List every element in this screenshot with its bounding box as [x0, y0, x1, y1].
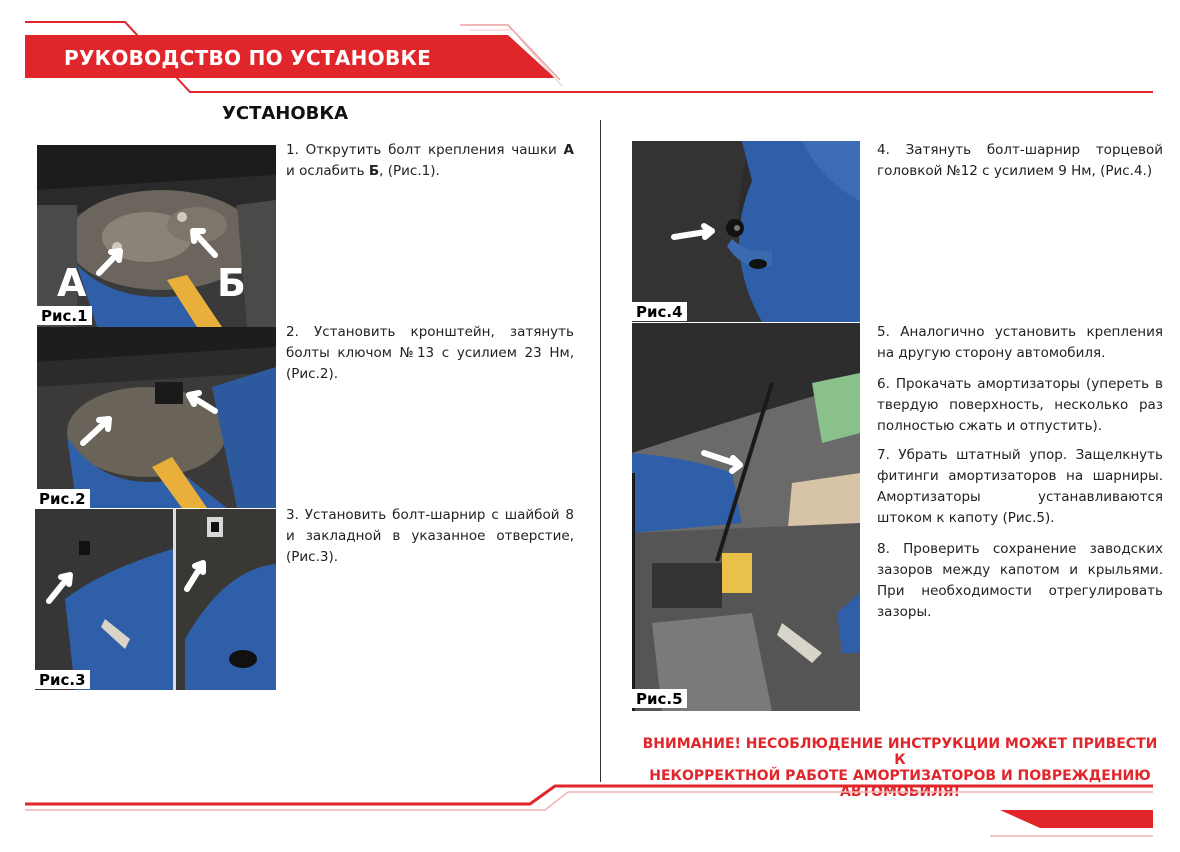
figure-5-photo: [632, 323, 860, 711]
figure-4-photo: [632, 141, 860, 322]
warning-line-2: НЕКОРРЕКТНОЙ РАБОТЕ АМОРТИЗАТОРОВ И ПОВРЕЖДЕНИЮ: [649, 768, 1151, 784]
step-1-text-3: , (Рис.1).: [379, 163, 440, 179]
step-2: 2. Установить кронштейн, затянуть болты ключом №13 с усилием 23 Нм, (Рис.2).: [286, 324, 574, 382]
step-7: 7. Убрать штатный упор. Защелкнуть фитинги амортизаторов на шарниры. Амортизаторы устанавливаются штоком к капоту (Рис.5).: [877, 447, 1163, 526]
figure-5-caption: Рис.5: [632, 689, 687, 708]
figure-2-caption: Рис.2: [37, 489, 90, 508]
figure-3-photo: [35, 509, 276, 690]
step-1: [286, 140, 574, 182]
footer-decoration: [0, 780, 1180, 852]
step-1-b: Б: [368, 163, 380, 179]
label-a: А: [57, 261, 87, 305]
step-1-a: А: [563, 142, 574, 158]
step-1-text-2: и ослабить: [286, 163, 369, 179]
figure-4-caption: Рис.4: [632, 302, 687, 321]
figure-1-caption: Рис.1: [37, 306, 92, 325]
warning-line-1: ВНИМАНИЕ! НЕСОБЛЮДЕНИЕ ИНСТРУКЦИИ МОЖЕТ ПРИВЕСТИ К: [642, 736, 1158, 768]
label-b: Б: [217, 261, 246, 305]
step-6: 6. Прокачать амортизаторы (упереть в твердую поверхность, несколько раз полностью сжать и отпустить).: [877, 376, 1163, 434]
figure-1-photo: [37, 145, 276, 327]
step-5: 5. Аналогично установить крепления на другую сторону автомобиля.: [877, 324, 1163, 361]
step-8: 8. Проверить сохранение заводских зазоров между капотом и крыльями. При необходимости отрегулировать зазоры.: [877, 541, 1163, 620]
step-3: 3. Установить болт-шарнир с шайбой 8 и закладной в указанное отверстие, (Рис.3).: [286, 507, 574, 565]
figure-2-photo: [37, 327, 276, 508]
column-divider: [600, 120, 601, 782]
step-1-text: 1. Открутить болт крепления чашки: [286, 142, 564, 158]
section-heading: УСТАНОВКА: [222, 103, 349, 124]
warning-line-3: АВТОМОБИЛЯ!: [840, 784, 960, 800]
figure-3-caption: Рис.3: [35, 670, 90, 689]
document-title: РУКОВОДСТВО ПО УСТАНОВКЕ: [64, 46, 432, 70]
step-4: 4. Затянуть болт-шарнир торцевой головкой №12 с усилием 9 Нм, (Рис.4.): [877, 142, 1163, 179]
